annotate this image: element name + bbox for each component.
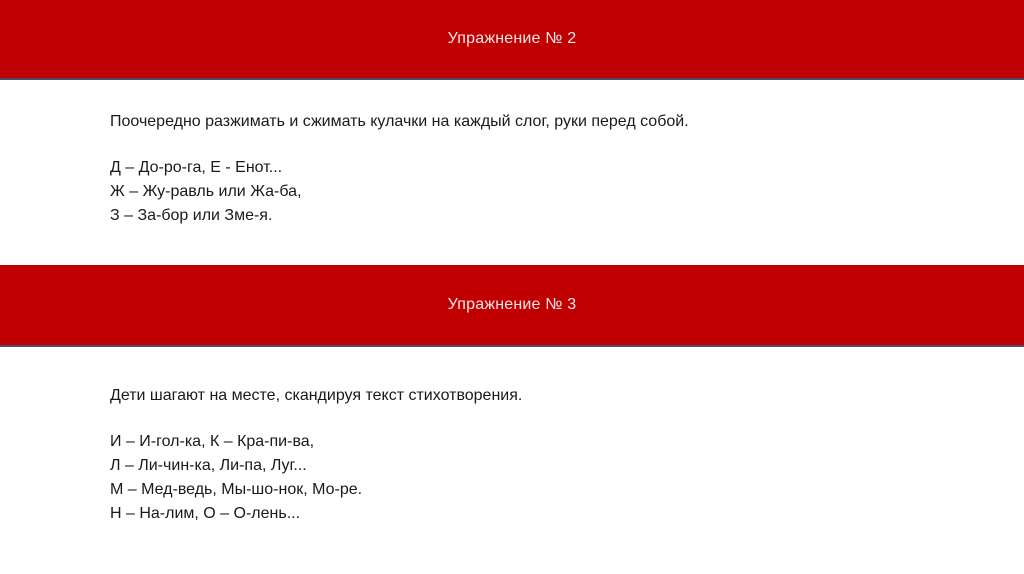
exercise-3-body bbox=[110, 384, 970, 526]
exercise-3-line: Л – Ли-чин-ка, Ли-па, Луг... bbox=[110, 457, 307, 474]
exercise-2-header-band bbox=[0, 0, 1024, 80]
exercise-2-body bbox=[110, 110, 970, 228]
exercise-3-header-band bbox=[0, 265, 1024, 347]
exercise-3-line: М – Мед-ведь, Мы-шо-нок, Мо-ре. bbox=[110, 481, 363, 498]
exercise-2-line: Д – До-ро-га, Е - Енот... bbox=[110, 159, 283, 176]
exercise-2-line: Ж – Жу-равль или Жа-ба, bbox=[110, 183, 302, 200]
spacer bbox=[110, 134, 970, 156]
exercise-3-line: Н – На-лим, О – О-лень... bbox=[110, 505, 301, 522]
spacer bbox=[110, 408, 970, 430]
exercise-2-instruction: Поочередно разжимать и сжимать кулачки на каждый слог, руки перед собой. bbox=[110, 113, 689, 130]
exercise-2-line: З – За-бор или Зме-я. bbox=[110, 207, 273, 224]
exercise-3-title: Упражнение № 3 bbox=[447, 296, 577, 313]
exercise-3-line: И – И-гол-ка, К – Кра-пи-ва, bbox=[110, 433, 315, 450]
exercise-2-title: Упражнение № 2 bbox=[447, 30, 577, 47]
exercise-3-instruction: Дети шагают на месте, скандируя текст стихотворения. bbox=[110, 387, 523, 404]
